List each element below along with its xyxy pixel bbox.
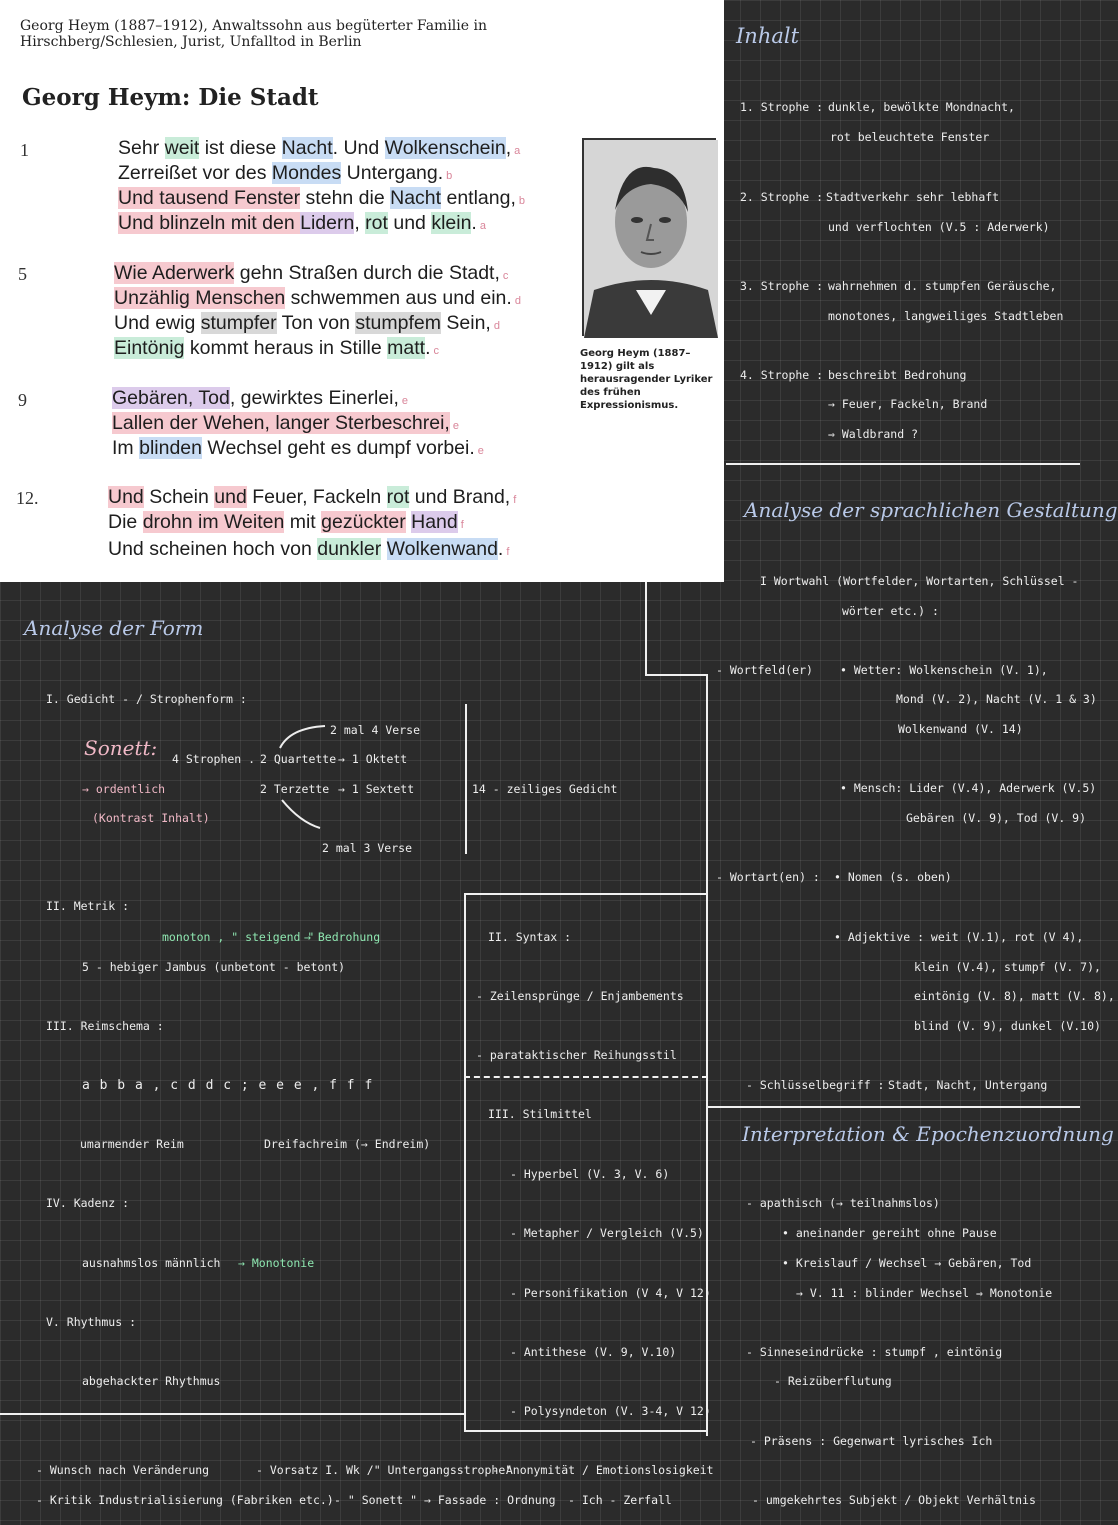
bottom-note: - Vorsatz I. Wk /" Untergangsstrophe" — [256, 1463, 513, 1477]
poem-title: Georg Heym: Die Stadt — [22, 84, 319, 111]
form-item: monoton , " steigend " — [162, 930, 315, 944]
form-item: umarmender Reim — [80, 1137, 184, 1151]
form-item: 2 Terzette — [260, 782, 330, 796]
stilmittel-item: - Metapher / Vergleich (V.5) — [510, 1226, 704, 1240]
verse-line: Wie Aderwerk gehn Straßen durch die Stadt, c — [114, 262, 509, 284]
inhalt-s3-label: 3. Strophe : — [740, 279, 824, 293]
inhalt-s2-label: 2. Strophe : — [740, 190, 824, 204]
divider — [0, 1413, 464, 1415]
interpretation-heading: Interpretation & Epochenzuordnung — [742, 1122, 1114, 1146]
inhalt-s4-label: 4. Strophe : — [740, 368, 824, 382]
wortart-adj: blind (V. 9), dunkel (V.10) — [914, 1019, 1101, 1033]
form-item: → Bedrohung — [304, 930, 381, 944]
bottom-note: - Ich - Zerfall — [568, 1493, 672, 1507]
interp-item: → V. 11 : blinder Wechsel ⇒ Monotonie — [796, 1286, 1053, 1300]
form-item: 14 - zeiliges Gedicht — [472, 782, 618, 796]
inhalt-s2-text: Stadtverkehr sehr lebhaft — [826, 190, 1000, 204]
syntax-heading: II. Syntax : — [488, 930, 572, 944]
syntax-item: - parataktischer Reihungsstil — [476, 1048, 677, 1062]
form-item: V. Rhythmus : — [46, 1315, 137, 1329]
wortfeld-mensch: Gebären (V. 9), Tod (V. 9) — [906, 811, 1087, 825]
form-item: II. Metrik : — [46, 899, 130, 913]
line-number: 12. — [16, 488, 39, 508]
schluessel-label: - Schlüsselbegriff : — [746, 1078, 885, 1092]
verse-line: Und tausend Fenster stehn die Nacht entlang, b — [118, 187, 526, 209]
stilmittel-item: - Antithese (V. 9, V.10) — [510, 1345, 677, 1359]
bottom-note: - " Sonett " → Fassade : Ordnung — [334, 1493, 556, 1507]
form-item: → Monotonie — [238, 1256, 315, 1270]
sprache-sub: I Wortwahl (Wortfelder, Wortarten, Schlüssel - — [760, 574, 1079, 588]
inhalt-s3-text: monotones, langweiliges Stadtleben — [828, 309, 1064, 323]
inhalt-s1-text: dunkle, bewölkte Mondnacht, — [828, 100, 1015, 114]
bracket — [465, 704, 467, 854]
verse-line: Und ewig stumpfer Ton von stumpfem Sein, d — [114, 312, 500, 334]
form-heading: Analyse der Form — [24, 616, 204, 640]
wortart-adj: eintönig (V. 8), matt (V. 8), — [914, 989, 1115, 1003]
inhalt-s1-text: rot beleuchtete Fenster — [830, 130, 990, 144]
wortfeld-mensch: • Mensch: Lider (V.4), Aderwerk (V.5) — [840, 781, 1097, 795]
line-number: 9 — [18, 390, 27, 410]
form-item: → ordentlich — [82, 782, 166, 796]
interp-item: - Präsens : Gegenwart lyrisches Ich — [750, 1434, 993, 1448]
syntax-item: - Zeilensprünge / Enjambements — [476, 989, 684, 1003]
form-item: 2 mal 4 Verse — [330, 723, 421, 737]
line-number: 1 — [20, 140, 29, 160]
divider — [708, 1106, 1080, 1108]
inhalt-s4-text: ⇒ Waldbrand ? — [828, 427, 919, 441]
form-item: ausnahmslos männlich — [82, 1256, 221, 1270]
stilmittel-item: - Polysyndeton (V. 3-4, V 12) — [510, 1404, 711, 1418]
inhalt-heading: Inhalt — [736, 24, 800, 48]
rhyme-scheme: a b b a , c d d c ; e e e , f f f — [82, 1078, 374, 1093]
wortart-adj: klein (V.4), stumpf (V. 7), — [914, 960, 1101, 974]
sonett-label: Sonett: — [84, 736, 158, 760]
poem-sheet — [0, 0, 724, 582]
bottom-note: - Wunsch nach Veränderung — [36, 1463, 210, 1477]
sprache-sub: wörter etc.) : — [842, 604, 939, 618]
inhalt-s2-text: und verflochten (V.5 : Aderwerk) — [828, 220, 1050, 234]
wortart-adj: • Adjektive : weit (V.1), rot (V 4), — [834, 930, 1084, 944]
verse-line: Im blinden Wechsel geht es dumpf vorbei. e — [112, 437, 484, 459]
form-item: I. Gedicht - / Strophenform : — [46, 692, 247, 706]
wortfeld-wetter: Wolkenwand (V. 14) — [898, 722, 1023, 736]
verse-line: Lallen der Wehen, langer Sterbeschrei, e — [112, 412, 459, 434]
verse-line: Unzählig Menschen schwemmen aus und ein. d — [114, 287, 521, 309]
author-bio: Georg Heym (1887–1912), Anwaltssohn aus begüterter Familie in Hirschberg/Schlesien, Jurist, Unfalltod in Berlin — [20, 18, 487, 50]
line-number: 5 — [18, 264, 27, 284]
form-item: IV. Kadenz : — [46, 1196, 130, 1210]
stilmittel-box — [464, 1076, 708, 1432]
form-item: 2 mal 3 Verse — [322, 841, 413, 855]
sprache-heading: Analyse der sprachlichen Gestaltung — [744, 498, 1118, 522]
form-item: (Kontrast Inhalt) — [92, 811, 210, 825]
form-item: 5 - hebiger Jambus (unbetont - betont) — [82, 960, 346, 974]
interp-item: - apathisch (→ teilnahmslos) — [746, 1196, 940, 1210]
wortart-nomen: • Nomen (s. oben) — [834, 870, 952, 884]
divider — [645, 674, 707, 676]
divider — [645, 582, 647, 674]
verse-line: Eintönig kommt heraus in Stille matt. c — [114, 337, 439, 359]
stilmittel-item: - Personifikation (V 4, V 12) — [510, 1286, 711, 1300]
author-portrait — [582, 138, 716, 336]
verse-line: Und scheinen hoch von dunkler Wolkenwand. f — [108, 538, 510, 560]
interp-item: - umgekehrtes Subjekt / Objekt Verhältnis — [752, 1493, 1036, 1507]
wortfeld-wetter: • Wetter: Wolkenschein (V. 1), — [840, 663, 1048, 677]
interp-item: • aneinander gereiht ohne Pause — [782, 1226, 997, 1240]
verse-line: Sehr weit ist diese Nacht. Und Wolkenschein, a — [118, 137, 521, 159]
form-item: 2 Quartette — [260, 752, 337, 766]
inhalt-s4-text: beschreibt Bedrohung — [828, 368, 967, 382]
inhalt-s4-text: → Feuer, Fackeln, Brand — [828, 397, 988, 411]
verse-line: Gebären, Tod, gewirktes Einerlei, e — [112, 387, 409, 409]
inhalt-s1-label: 1. Strophe : — [740, 100, 824, 114]
verse-line: Zerreißet vor des Mondes Untergang. b — [118, 162, 453, 184]
stilmittel-heading: III. Stilmittel — [488, 1107, 592, 1121]
interp-item: - Sinneseindrücke : stumpf , eintönig — [746, 1345, 1003, 1359]
divider — [726, 463, 1080, 465]
form-item: Dreifachreim (→ Endreim) — [264, 1137, 431, 1151]
form-item: abgehackter Rhythmus — [82, 1374, 221, 1388]
interp-item: • Kreislauf / Wechsel → Gebären, Tod — [782, 1256, 1032, 1270]
inhalt-s3-text: wahrnehmen d. stumpfen Geräusche, — [828, 279, 1057, 293]
portrait-caption: Georg Heym (1887–1912) gilt als herausragender Lyriker des frühen Expressionismus. — [580, 348, 713, 411]
bracket-arrows — [270, 722, 330, 832]
verse-line: Die drohn im Weiten mit gezückter Hand f — [108, 511, 464, 533]
schluessel-value: Stadt, Nacht, Untergang — [888, 1078, 1048, 1092]
wortfeld-wetter: Mond (V. 2), Nacht (V. 1 & 3) — [896, 692, 1097, 706]
bottom-note: - Anonymität / Emotionslosigkeit — [492, 1463, 714, 1477]
form-item: → 1 Oktett — [338, 752, 408, 766]
stilmittel-item: - Hyperbel (V. 3, V. 6) — [510, 1167, 670, 1181]
verse-line: Und Schein und Feuer, Fackeln rot und Brand, f — [108, 486, 517, 508]
wortfeld-label: - Wortfeld(er) — [716, 663, 813, 677]
wortart-label: - Wortart(en) : — [716, 870, 820, 884]
portrait-drawing — [584, 140, 718, 338]
form-item: → 1 Sextett — [338, 782, 415, 796]
form-item: 4 Strophen . — [172, 752, 256, 766]
verse-line: Und blinzeln mit den Lidern, rot und klein. a — [118, 212, 486, 234]
form-item: III. Reimschema : — [46, 1019, 164, 1033]
bottom-note: - Kritik Industrialisierung (Fabriken etc.) — [36, 1493, 334, 1507]
interp-item: - Reizüberflutung — [774, 1374, 892, 1388]
